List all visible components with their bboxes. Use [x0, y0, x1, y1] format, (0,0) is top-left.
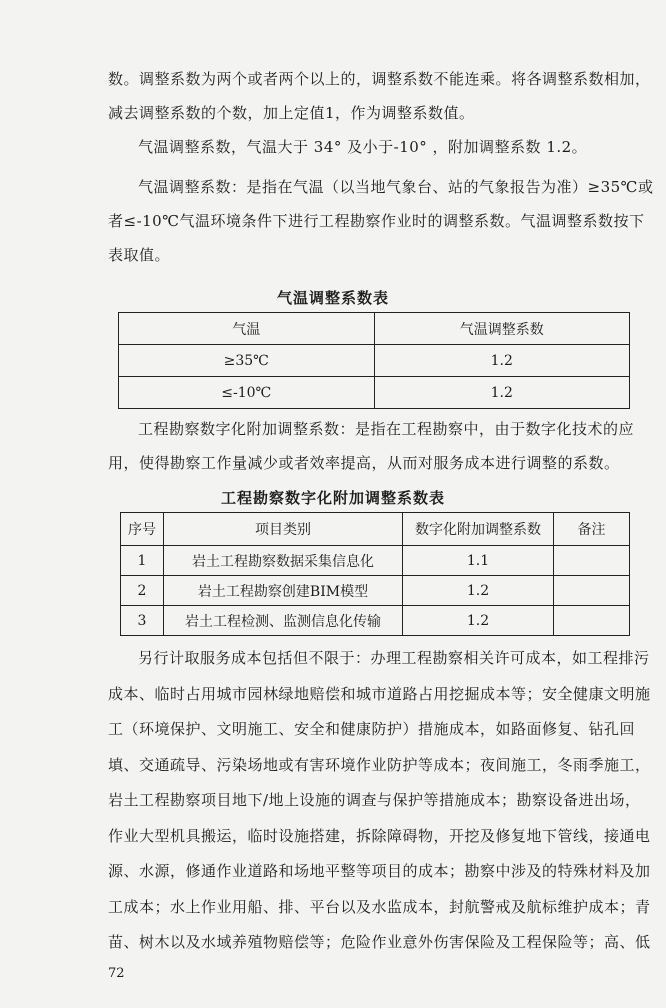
table-cell: 岩土工程检测、监测信息化传输 — [164, 606, 403, 636]
table-cell: 1.2 — [374, 345, 630, 377]
table-cell: 岩土工程勘察创建BIM模型 — [164, 576, 403, 606]
digital-adjustment-table — [120, 512, 630, 636]
text-line: 另行计取服务成本包括但不限于：办理工程勘察相关许可成本，如工程排污 — [138, 649, 650, 667]
table-cell: 1.2 — [374, 377, 630, 409]
text-line: 岩土工程勘察项目地下/地上设施的调查与保护等措施成本；勘察设备进出场， — [108, 791, 641, 809]
table-cell: 岩土工程勘察数据采集信息化 — [164, 546, 403, 576]
table-cell — [554, 606, 630, 636]
column-header: 数字化附加调整系数 — [403, 513, 554, 546]
text-line: 气温调整系数：是指在气温（以当地气象台、站的气象报告为准）≥35℃或 — [138, 178, 654, 196]
text-line: 工（环境保护、文明施工、安全和健康防护）措施成本，如路面修复、钻孔回 — [108, 720, 636, 738]
paragraph-digital-definition — [108, 412, 635, 480]
table-cell: 1.1 — [403, 546, 554, 576]
column-header: 项目类别 — [164, 513, 403, 546]
table-row — [121, 606, 630, 636]
temperature-adjustment-table — [118, 312, 630, 409]
table-cell — [554, 576, 630, 606]
table-cell: 1.2 — [403, 576, 554, 606]
table-row — [121, 576, 630, 606]
table-cell: 1 — [121, 546, 164, 576]
column-header: 序号 — [121, 513, 164, 546]
table-cell: 2 — [121, 576, 164, 606]
table-row — [119, 377, 630, 409]
table-row — [121, 546, 630, 576]
table-cell — [554, 546, 630, 576]
text-line: 源、水源，修通作业道路和场地平整等项目的成本；勘察中涉及的特殊材料及加 — [108, 862, 651, 880]
table-cell: ≤-10℃ — [119, 377, 375, 409]
column-header: 备注 — [554, 513, 630, 546]
text-line: 减去调整系数的个数，加上定值1，作为调整系数值。 — [108, 104, 475, 122]
text-line: 表取值。 — [108, 246, 171, 264]
text-line: 作业大型机具搬运，临时设施搭建，拆除障碍物，开挖及修复地下管线，接通电 — [108, 826, 651, 845]
text-line: 苗、树木以及水域养殖物赔偿等；危险作业意外伤害保险及工程保险等；高、低 — [108, 933, 651, 951]
paragraph-extra-costs — [108, 641, 651, 961]
table2-caption: 工程勘察数字化附加调整系数表 — [220, 489, 445, 507]
paragraph-adjustment-rule — [108, 62, 651, 130]
table-header-row — [121, 513, 630, 546]
table-header-row — [119, 313, 630, 345]
text-line: 工成本；水上作业用船、排、平台以及水监成本，封航警戒及航标维护成本；青 — [108, 897, 651, 916]
table-cell: 3 — [121, 606, 164, 636]
column-header: 气温调整系数 — [374, 313, 630, 345]
paragraph-temperature-rule — [108, 130, 628, 164]
table1-caption: 气温调整系数表 — [276, 289, 389, 307]
text-line: 气温调整系数，气温大于 34° 及小于-10° ，附加调整系数 1.2。 — [138, 138, 588, 156]
paragraph-temperature-definition — [108, 170, 654, 272]
page-number: 72 — [108, 966, 125, 981]
text-line: 者≤-10℃气温环境条件下进行工程勘察作业时的调整系数。气温调整系数按下 — [108, 212, 645, 230]
text-line: 填、交通疏导、污染场地或有害环境作业防护等成本；夜间施工，冬雨季施工， — [108, 755, 651, 774]
column-header: 气温 — [119, 313, 375, 345]
text-line: 成本、临时占用城市园林绿地赔偿和城市道路占用挖掘成本等；安全健康文明施 — [108, 684, 651, 703]
table-cell: ≥35℃ — [119, 345, 375, 377]
text-line: 工程勘察数字化附加调整系数：是指在工程勘察中，由于数字化技术的应 — [138, 420, 635, 438]
text-line: 用，使得勘察工作量减少或者效率提高，从而对服务成本进行调整的系数。 — [108, 454, 620, 472]
text-line: 数。调整系数为两个或者两个以上的，调整系数不能连乘。将各调整系数相加， — [108, 70, 651, 88]
table-row — [119, 345, 630, 377]
table-cell: 1.2 — [403, 606, 554, 636]
